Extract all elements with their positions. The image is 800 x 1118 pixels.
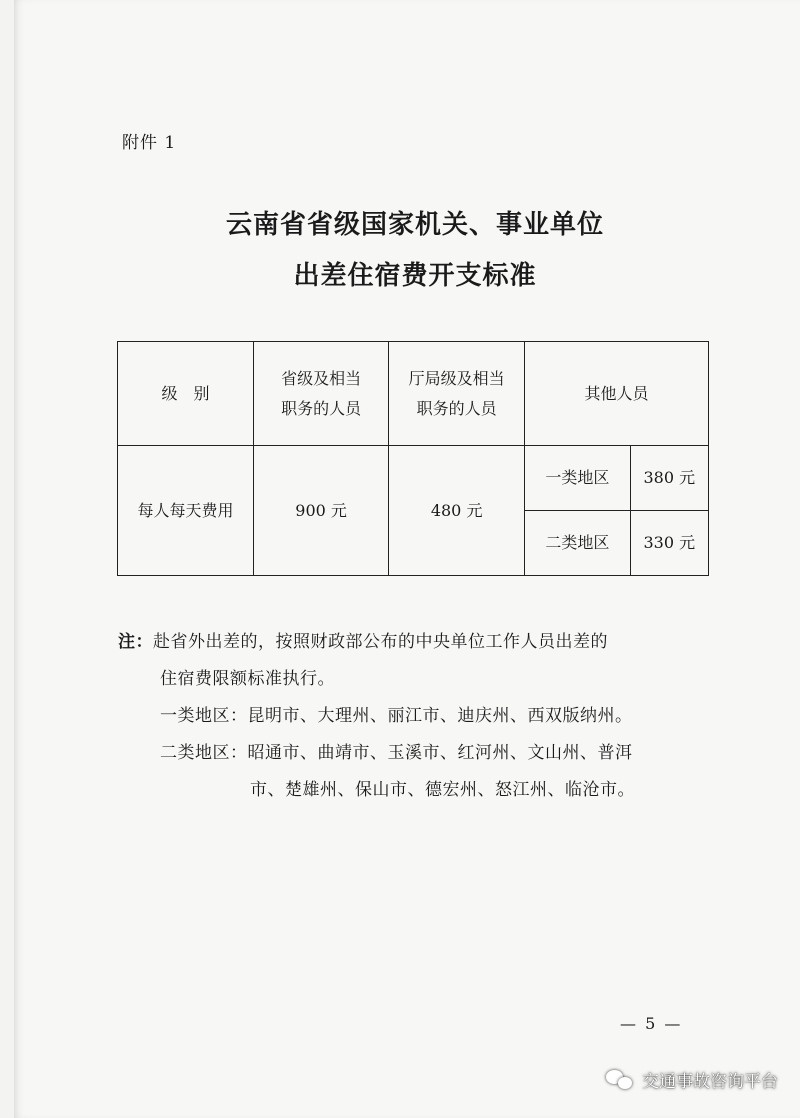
class1-label: 一类地区： xyxy=(160,706,248,726)
region-class2-value: 330 元 xyxy=(630,511,708,576)
class1-text: 昆明市、大理州、丽江市、迪庆州、西双版纳州。 xyxy=(247,706,633,726)
notes-section xyxy=(118,624,718,809)
header-bureau-line1: 厅局级及相当 xyxy=(408,368,505,388)
header-provincial-line2: 职务的人员 xyxy=(281,398,362,418)
note-line1 xyxy=(118,624,718,661)
note-text-line1: 赴省外出差的，按照财政部公布的中央单位工作人员出差的 xyxy=(153,632,608,652)
fee-standard-table xyxy=(117,341,709,576)
header-provincial-line1: 省级及相当 xyxy=(281,368,362,388)
note-class1 xyxy=(118,698,718,735)
provincial-value: 900 元 xyxy=(254,446,389,576)
region-class1-value: 380 元 xyxy=(630,446,708,511)
header-others-text: 其他人员 xyxy=(584,383,649,403)
page-number: — 5 — xyxy=(620,1014,683,1033)
note-line2: 住宿费限额标准执行。 xyxy=(160,669,335,689)
note-class2 xyxy=(118,735,718,772)
class2-label: 二类地区： xyxy=(160,743,248,763)
header-level-text: 级 别 xyxy=(161,383,210,403)
attachment-label: 附件 1 xyxy=(122,133,177,153)
region-class1-name: 一类地区 xyxy=(525,446,630,511)
header-others xyxy=(525,342,709,446)
region-class2-name: 二类地区 xyxy=(525,511,630,576)
watermark-text: 交通事故咨询平台 xyxy=(642,1072,778,1092)
header-bureau-line2: 职务的人员 xyxy=(416,398,497,418)
note-label: 注： xyxy=(118,632,153,652)
note-class2-cont: 市、楚雄州、保山市、德宏州、怒江州、临沧市。 xyxy=(250,780,635,800)
table-row xyxy=(118,446,709,511)
header-provincial xyxy=(254,342,389,446)
document-title-line1: 云南省省级国家机关、事业单位 xyxy=(225,210,604,240)
bureau-value: 480 元 xyxy=(389,446,525,576)
wechat-icon xyxy=(606,1069,634,1091)
row-label: 每人每天费用 xyxy=(118,446,254,576)
watermark xyxy=(606,1067,778,1092)
class2-text: 昭通市、曲靖市、玉溪市、红河州、文山州、普洱 xyxy=(247,743,633,763)
header-level xyxy=(118,342,254,446)
document-title-line2: 出差住宿费开支标准 xyxy=(293,261,537,291)
header-bureau xyxy=(389,342,525,446)
table-header-row xyxy=(118,342,709,446)
